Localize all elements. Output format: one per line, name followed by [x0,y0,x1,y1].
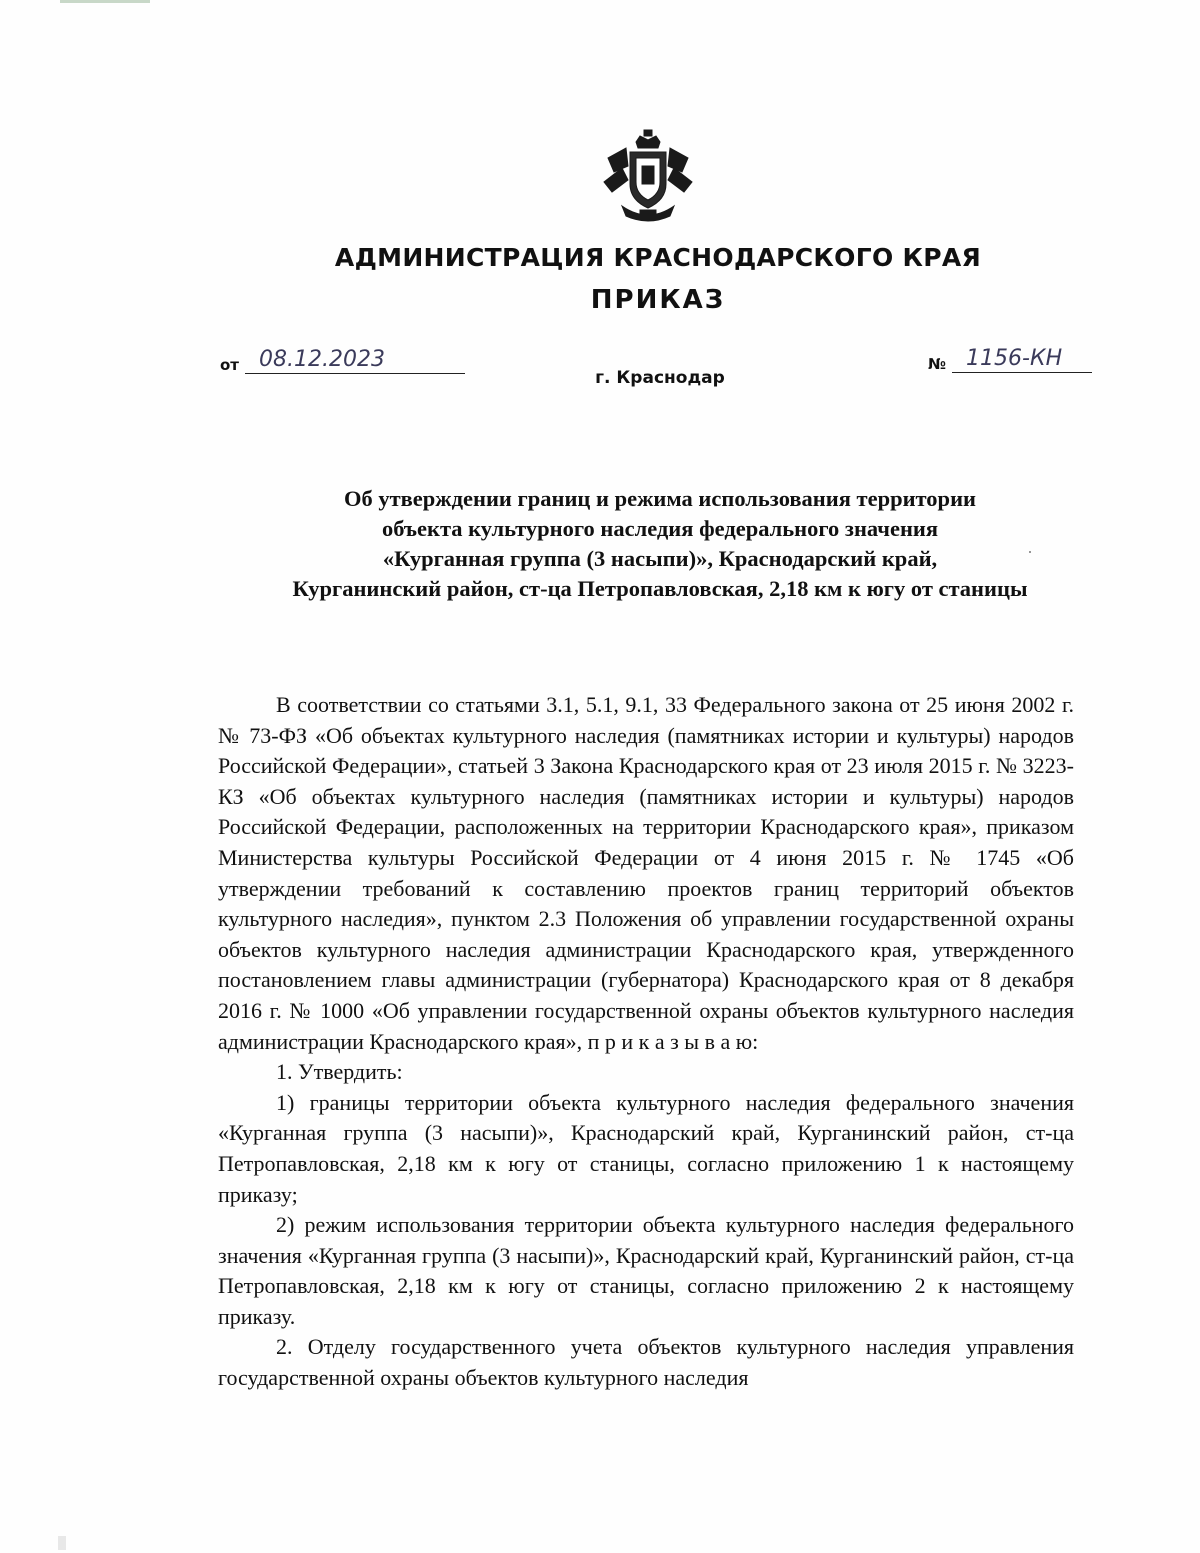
subject-line: Курганинский район, ст-ца Петропавловская, 2,18 км к югу от станицы [292,576,1028,601]
body-paragraph: В соответствии со статьями 3.1, 5.1, 9.1, 33 Федерального закона от 25 июня 2002 г. № 73-ФЗ «Об объектах культурного наследия (памятниках истории и культуры) народов Российской Федерации», статьей 3 Закона Краснодарского края от 23 июля 2015 г. № 3223-КЗ «Об объектах культурного наследия (памятниках истории и культуры) народов Российской Федерации, расположенных на территории Краснодарского края», приказом Министерства культуры Российской Федерации от 4 июня 2015 г. № 1745 «Об утверждении требований к составлению проектов границ территорий объектов культурного наследия», пунктом 2.3 Положения об управлении государственной охраны объектов культурного наследия администрации Краснодарского края, утвержденного постановлением главы администрации (губернатора) Краснодарского края от 8 декабря 2016 г. № 1000 «Об управлении государственной охраны объектов культурного наследия администрации Краснодарского края», п р и к а з ы в а ю: [218,692,1074,1054]
scan-artifact [58,1536,66,1550]
number-label: № [928,355,947,373]
number-field [928,346,1092,373]
number-value: 1156-КН [952,346,1092,373]
scan-speck [1029,551,1031,553]
city-label: г. Краснодар [595,368,725,388]
body-paragraph: 1. Утвердить: [276,1059,403,1085]
document-type-title: ПРИКАЗ [590,285,726,315]
coat-of-arms-icon [600,128,696,226]
subject-line: Об утверждении границ и режима использования территории [343,486,977,511]
date-field [220,344,465,374]
body-paragraph: 1) границы территории объекта культурного наследия федерального значения «Курганная группа (3 насыпи)», Краснодарский край, Курганинский район, ст-ца Петропавловская, 2,18 км к югу от станицы, согласно приложению 1 к настоящему приказу; [218,1089,1074,1207]
document-body [218,690,1074,1394]
subject-line: «Курганная группа (3 насыпи)», Краснодарский край, [382,546,938,571]
body-paragraph: 2) режим использования территории объекта культурного наследия федерального значения «Курганная группа (3 насыпи)», Краснодарский край, Курганинский район, ст-ца Петропавловская, 2,18 км к югу от станицы, согласно приложению 2 к настоящему приказу. [218,1212,1074,1329]
body-paragraph: 2. Отделу государственного учета объектов культурного наследия управления государственной охраны объектов культурного наследия [218,1334,1074,1391]
date-label: от [220,356,239,374]
subject-line: объекта культурного наследия федерального значения [381,516,939,541]
document-subject [160,484,1160,604]
scan-artifact [60,0,150,3]
date-value: 08.12.2023 [245,347,465,374]
organization-title: АДМИНИСТРАЦИЯ КРАСНОДАРСКОГО КРАЯ [334,243,982,272]
